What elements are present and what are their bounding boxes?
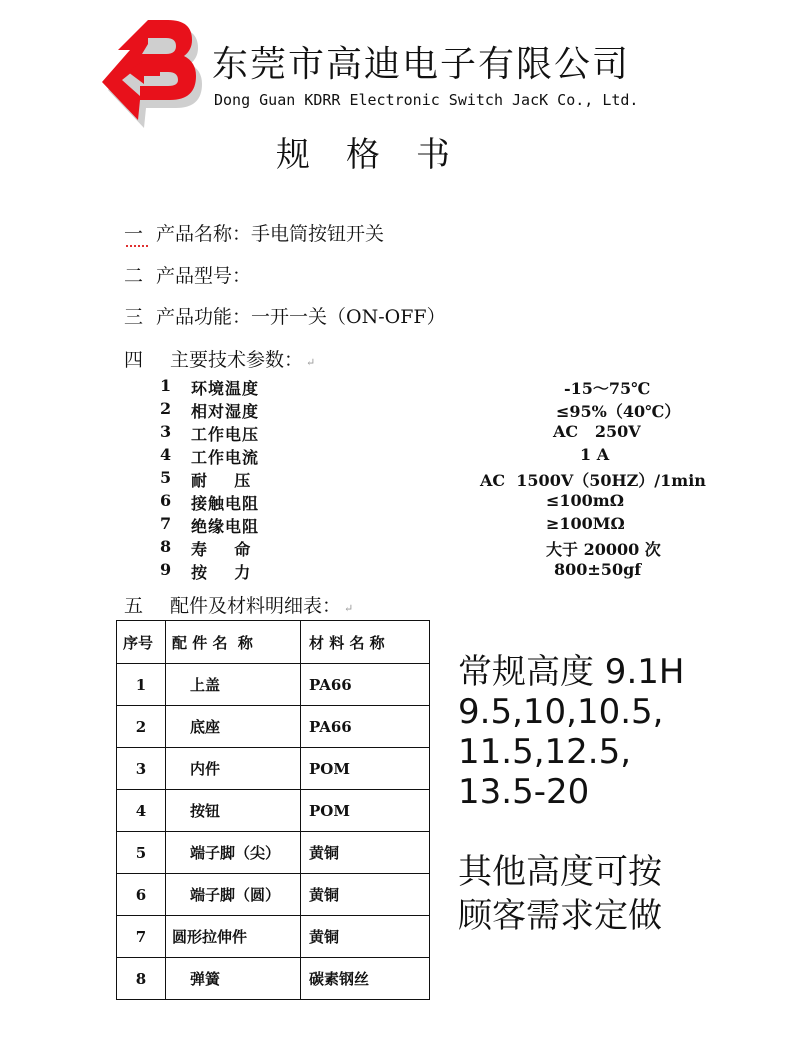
section-tech-params [124, 345, 315, 372]
table-row [117, 958, 430, 1000]
note-line: 9.5,10,10.5, [458, 692, 664, 732]
param-name: 绝缘电阻 [191, 517, 260, 536]
row-material: 黄铜 [301, 832, 430, 874]
section-number: 三 [124, 306, 144, 328]
param-name: 寿 命 [191, 540, 252, 559]
height-options-note [458, 652, 684, 812]
header-part-name: 配 件 名 称 [166, 621, 301, 664]
param-row [160, 537, 710, 560]
param-name: 接触电阻 [191, 494, 260, 513]
table-row [117, 832, 430, 874]
param-name: 工作电压 [191, 425, 260, 444]
param-value: -15～75℃ [564, 379, 651, 398]
param-value: 800±50gf [554, 560, 642, 579]
row-no: 6 [117, 874, 166, 916]
param-row [160, 491, 710, 514]
company-name-en: Dong Guan KDRR Electronic Switch JacK Co., Ltd. [214, 91, 639, 109]
param-value: AC 1500V（50HZ）/1min [480, 471, 706, 490]
spellcheck-underline [126, 241, 148, 247]
row-part: 端子脚（圆） [166, 874, 301, 916]
row-material: 碳素钢丝 [301, 958, 430, 1000]
param-number: 1 [160, 376, 172, 395]
param-row [160, 376, 710, 399]
row-no: 1 [117, 664, 166, 706]
param-row [160, 422, 710, 445]
document-title: 规格书 [276, 135, 486, 175]
section-number: 五 [124, 595, 144, 617]
section-product-model [124, 261, 251, 288]
param-value: 大于 20000 次 [546, 540, 661, 559]
param-value: ≥100MΩ [546, 514, 625, 533]
header-no: 序号 [117, 621, 166, 664]
param-name: 相对湿度 [191, 402, 260, 421]
param-name: 按 力 [191, 563, 252, 582]
product-function-value: 一开一关（ON-OFF） [251, 306, 446, 328]
section-label: 产品型号： [156, 265, 252, 287]
param-row [160, 468, 710, 491]
note-line: 其他高度可按 [458, 852, 662, 892]
row-part: 弹簧 [166, 958, 301, 1000]
param-row [160, 445, 710, 468]
table-row [117, 664, 430, 706]
param-value: 1 A [580, 445, 610, 464]
param-number: 5 [160, 468, 172, 487]
param-row [160, 560, 710, 583]
row-part: 圆形拉伸件 [166, 916, 301, 958]
param-value: AC 250V [553, 422, 641, 441]
param-number: 4 [160, 445, 172, 464]
param-value: ≤95%（40℃） [556, 402, 681, 421]
row-material: PA66 [301, 706, 430, 748]
parts-materials-table [116, 620, 430, 1000]
section-label: 产品功能： [156, 306, 252, 328]
param-number: 9 [160, 560, 172, 579]
row-no: 5 [117, 832, 166, 874]
table-row [117, 916, 430, 958]
row-part: 底座 [166, 706, 301, 748]
param-name: 工作电流 [191, 448, 260, 467]
param-row [160, 514, 710, 537]
table-row [117, 706, 430, 748]
row-no: 2 [117, 706, 166, 748]
note-line: 顾客需求定做 [458, 896, 662, 936]
section-label: 产品名称： [156, 223, 252, 245]
paragraph-mark-icon: ↵ [344, 602, 354, 615]
param-number: 3 [160, 422, 172, 441]
section-parts-materials [124, 591, 353, 618]
row-no: 4 [117, 790, 166, 832]
table-row [117, 748, 430, 790]
row-part: 端子脚（尖） [166, 832, 301, 874]
company-logo-icon [88, 14, 206, 136]
param-name: 耐 压 [191, 471, 252, 490]
param-number: 7 [160, 514, 172, 533]
param-name: 环境温度 [191, 379, 260, 398]
company-name-cn: 东莞市高迪电子有限公司 [212, 44, 631, 85]
paragraph-mark-icon: ↵ [306, 356, 316, 369]
param-number: 8 [160, 537, 172, 556]
row-no: 8 [117, 958, 166, 1000]
row-part: 上盖 [166, 664, 301, 706]
row-material: PA66 [301, 664, 430, 706]
section-number: 四 [124, 349, 144, 371]
table-row [117, 790, 430, 832]
param-number: 6 [160, 491, 172, 510]
row-part: 按钮 [166, 790, 301, 832]
param-value: ≤100mΩ [546, 491, 624, 510]
section-number: 一 [124, 223, 144, 245]
note-line: 常规高度 9.1H [458, 652, 685, 692]
row-material: POM [301, 790, 430, 832]
section-product-function [124, 302, 446, 329]
section-label: 主要技术参数： [170, 349, 304, 371]
row-no: 3 [117, 748, 166, 790]
tech-params-list [160, 376, 710, 583]
section-product-name [124, 219, 384, 246]
section-number: 二 [124, 265, 144, 287]
note-line: 13.5-20 [458, 772, 590, 812]
custom-height-note [458, 850, 662, 938]
row-part: 内件 [166, 748, 301, 790]
product-name-value: 手电筒按钮开关 [251, 223, 385, 245]
section-label: 配件及材料明细表： [170, 595, 342, 617]
row-material: POM [301, 748, 430, 790]
param-number: 2 [160, 399, 172, 418]
table-row [117, 874, 430, 916]
note-line: 11.5,12.5, [458, 732, 632, 772]
param-row [160, 399, 710, 422]
row-material: 黄铜 [301, 874, 430, 916]
row-material: 黄铜 [301, 916, 430, 958]
row-no: 7 [117, 916, 166, 958]
table-header-row [117, 621, 430, 664]
header-material-name: 材 料 名 称 [301, 621, 430, 664]
